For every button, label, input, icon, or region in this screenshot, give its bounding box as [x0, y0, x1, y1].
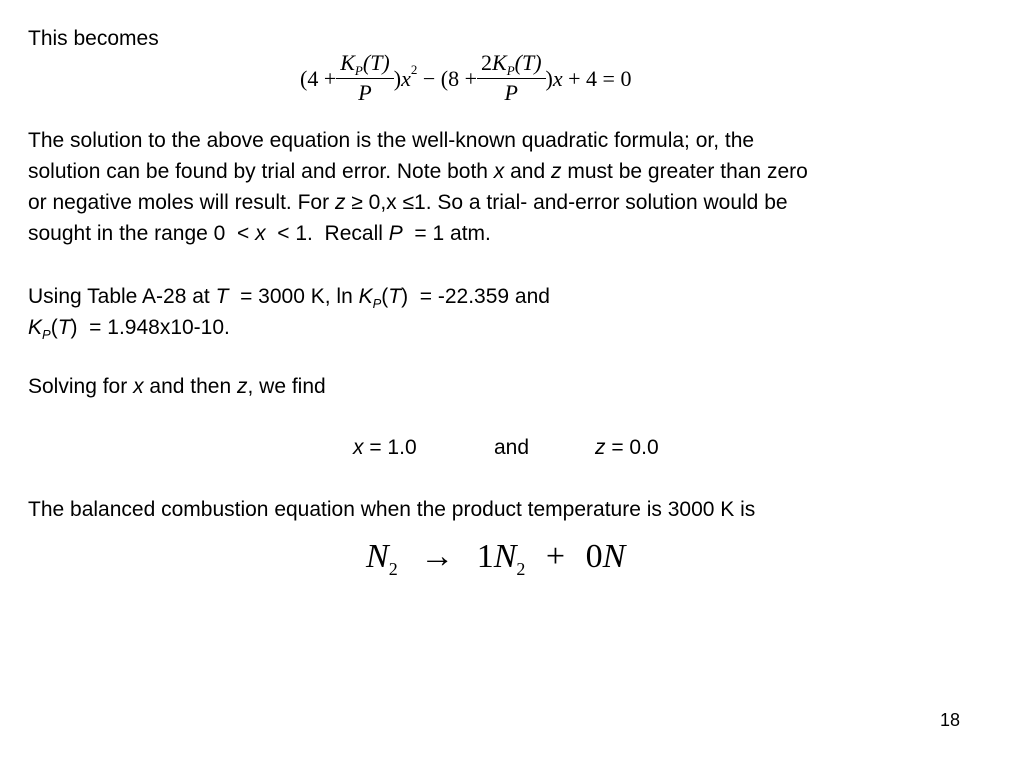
combustion-equation [366, 538, 626, 579]
eq1-frac1-denominator: P [358, 80, 372, 105]
solving-line: Solving for x and then z, we find [28, 375, 326, 398]
balanced-text: The balanced combustion equation when the product temperature is 3000 K is [28, 498, 756, 521]
eq1-tail-x: x [552, 66, 563, 91]
eq2-n1: N [366, 538, 389, 575]
eq2-n2-sub: 2 [516, 559, 526, 579]
result-x: x = 1.0 [353, 436, 417, 459]
table-line-2: $K_P(T) = 1.948x10-10$. [28, 316, 230, 342]
eq2-coef1: 1 [476, 538, 494, 575]
eq2-plus: + [545, 538, 566, 575]
eq1-frac1-numerator: $K_P(T)$ [336, 51, 394, 79]
eq1-tail1: ) [545, 66, 553, 91]
eq1-mid1: ) [393, 66, 402, 91]
eq2-n1-sub: 2 [388, 559, 398, 579]
result-z: z = 0.0 [595, 436, 659, 459]
eq1-fraction-2 [477, 51, 546, 107]
eq1-mid2: − (8 + [417, 66, 477, 91]
eq2-n3: N [602, 538, 626, 575]
eq1-frac2-denominator: P [504, 80, 518, 105]
page-number: 18 [940, 710, 961, 730]
result-and: and [494, 436, 530, 459]
solution-line-3: or negative moles will result. For z ≥ 0,x ≤1. So a trial- and-error solution would be [28, 191, 788, 214]
eq1-lead: (4 + [300, 66, 337, 91]
quadratic-equation [300, 44, 631, 114]
eq2-arrow: → [420, 538, 455, 575]
solution-line-2: solution can be found by trial and error. Note both x and z must be greater than zero [28, 160, 808, 183]
eq2-coef2: 0 [585, 538, 603, 575]
eq1-fraction-1 [336, 51, 394, 107]
intro-text: This becomes [28, 27, 159, 50]
eq1-tail2: + 4 = 0 [562, 66, 632, 91]
solution-line-4: sought in the range 0 < x < 1. Recall P = 1 atm. [28, 222, 491, 245]
eq2-n2: N [493, 538, 517, 575]
eq1-frac2-numerator: $2K_P(T)$ [477, 51, 546, 79]
solution-line-1: The solution to the above equation is the well-known quadratic formula; or, the [28, 129, 755, 152]
eq1-x-power: 2 [410, 62, 418, 77]
table-line-1: Using Table A-28 at T = 3000 K, $\ln K_P(T) = -22.359$ and [28, 285, 550, 311]
eq1-x: x [401, 66, 411, 91]
